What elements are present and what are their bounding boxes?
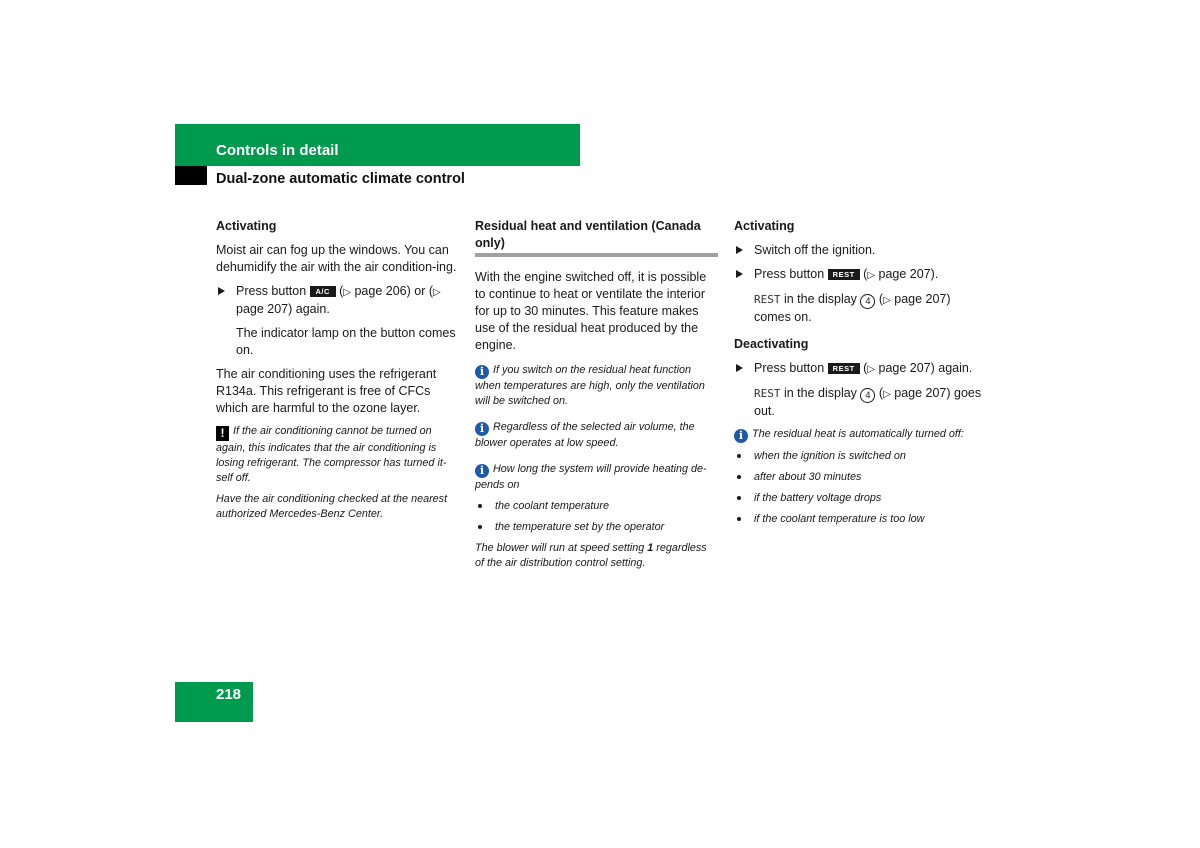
rest-button-icon: REST [828, 363, 860, 374]
page-ref-icon: ▷ [867, 270, 876, 281]
heading-deactivating: Deactivating [734, 337, 809, 351]
blower-speed-note: The blower will run at speed setting 1 regardless of the air distribution control setting. [475, 542, 707, 569]
step-arrow-icon [218, 287, 225, 295]
list-item: if the battery voltage drops [734, 491, 984, 506]
ac-button-icon: A/C [310, 286, 336, 297]
info-icon: i [475, 464, 489, 478]
display-text: REST [754, 387, 781, 400]
warning-note-continued: Have the air conditioning checked at the nearest authorized Mercedes-Benz Center. [216, 493, 448, 520]
bullet-icon [478, 525, 482, 529]
list-item: the temperature set by the operator [475, 520, 718, 535]
step-result: The indicator lamp on the button comes on. [236, 326, 456, 357]
rest-button-icon: REST [828, 269, 860, 280]
subsection-title: Dual-zone automatic climate control [216, 171, 465, 187]
step-press-ac: Press button A/C (▷ page 206) or (▷ page 207) again. [216, 283, 462, 318]
info-icon: i [475, 365, 489, 379]
page-number-box [175, 682, 253, 722]
display-item-4-icon: 4 [860, 388, 875, 403]
bullet-icon [478, 504, 482, 508]
display-item-4-icon: 4 [860, 294, 875, 309]
page-ref-icon: ▷ [883, 389, 891, 400]
column-middle [475, 218, 718, 582]
info-note-blower: i Regardless of the selected air volume, the blower operates at low speed. [475, 421, 695, 449]
bullet-icon [737, 454, 741, 458]
list-item: if the coolant temperature is too low [734, 512, 984, 527]
bullet-icon [737, 475, 741, 479]
paragraph-dehumidify: Moist air can fog up the windows. You can dehumidify the air with the air condition-ing. [216, 243, 457, 274]
column-right [734, 218, 984, 533]
column-left [216, 218, 462, 533]
warning-icon: ! [216, 426, 229, 441]
bullet-icon [737, 496, 741, 500]
paragraph-residual-heat: With the engine switched off, it is possible to continue to heat or ventilate the interior for up to 30 minutes. This feature makes use of the residual heat produced by the engine. [475, 270, 707, 352]
page-ref-icon: ▷ [433, 287, 441, 298]
step-ignition-off: Switch off the ignition. [734, 242, 984, 259]
list-item: when the ignition is switched on [734, 449, 984, 464]
heading-residual-heat: Residual heat and ventilation (Canada only) [475, 218, 718, 257]
paragraph-refrigerant: The air conditioning uses the refrigerant R134a. This refrigerant is free of CFCs which are harmful to the ozone layer. [216, 367, 437, 415]
display-text: REST [754, 293, 781, 306]
step-press-rest-again: Press button REST (▷ page 207) again. [734, 360, 984, 378]
info-note-duration: i How long the system will provide heating de-pends on [475, 463, 707, 491]
info-note-high-temp: i If you switch on the residual heat function when temperatures are high, only the ventilation will be switched on. [475, 364, 705, 407]
warning-note: ! If the air conditioning cannot be turned on again, this indicates that the air conditioning is losing refrigerant. The compressor has turned it-self off. [216, 425, 447, 484]
step-result-comes-on: REST in the display 4 (▷ page 207) comes on. [754, 292, 951, 324]
step-arrow-icon [736, 364, 743, 372]
bullet-icon [737, 517, 741, 521]
info-icon: i [734, 429, 748, 443]
heading-activating: Activating [216, 219, 277, 233]
section-title: Controls in detail [216, 142, 339, 159]
step-arrow-icon [736, 270, 743, 278]
page-number: 218 [216, 686, 242, 703]
list-item: the coolant temperature [475, 499, 718, 514]
header-marker [175, 166, 207, 185]
step-result-goes-out: REST in the display 4 (▷ page 207) goes out. [754, 386, 982, 418]
page-ref-icon: ▷ [867, 364, 876, 375]
info-icon: i [475, 422, 489, 436]
heading-activating-rest: Activating [734, 219, 795, 233]
list-item: after about 30 minutes [734, 470, 984, 485]
page-ref-icon: ▷ [343, 287, 351, 298]
info-note-auto-off: i The residual heat is automatically turned off: [734, 427, 984, 443]
step-arrow-icon [736, 246, 743, 254]
step-press-rest: Press button REST (▷ page 207). [734, 266, 984, 284]
page-ref-icon: ▷ [883, 295, 891, 306]
